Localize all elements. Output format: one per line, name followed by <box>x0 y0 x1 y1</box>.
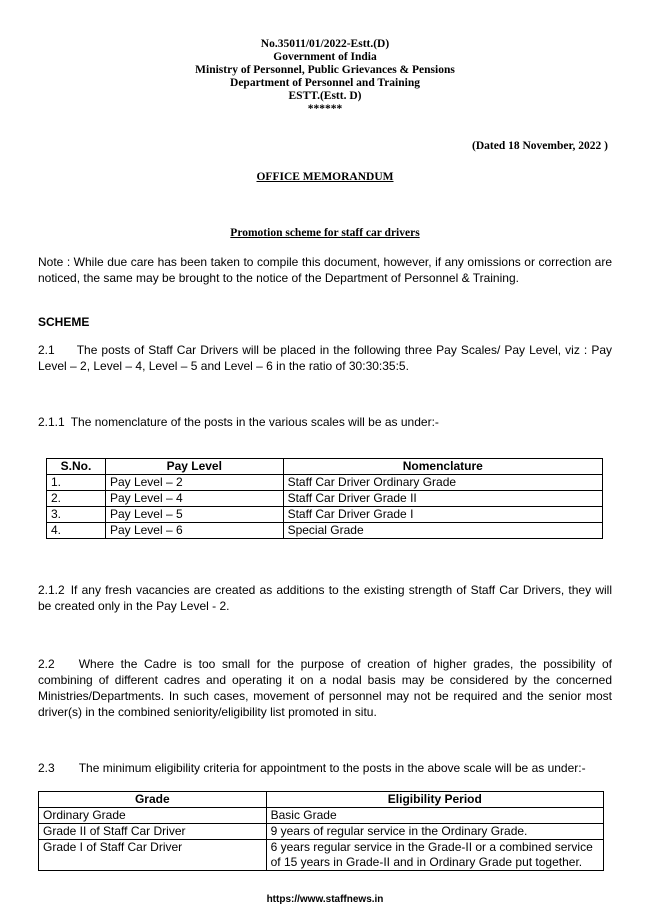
header-cell: Pay Level <box>105 459 283 475</box>
table-cell: 1. <box>47 475 106 491</box>
paragraph-2-3 <box>38 760 612 776</box>
table-cell: Grade II of Staff Car Driver <box>39 824 267 840</box>
table-cell: Pay Level – 5 <box>105 507 283 523</box>
paragraph-number: 2.1.1 <box>38 415 65 429</box>
table-cell: Grade I of Staff Car Driver <box>39 840 267 871</box>
table-cell: 2. <box>47 491 106 507</box>
table-header-row <box>39 792 604 808</box>
table-row <box>47 523 603 539</box>
table-row <box>47 475 603 491</box>
paragraph-2-1-1 <box>38 414 612 430</box>
table-cell: Staff Car Driver Ordinary Grade <box>283 475 602 491</box>
header-cell: Grade <box>39 792 267 808</box>
header-block <box>0 38 650 116</box>
paragraph-text: The nomenclature of the posts in the various scales will be as under:- <box>70 415 439 429</box>
table-row <box>39 808 604 824</box>
table-header-row <box>47 459 603 475</box>
table-cell: 6 years regular service in the Grade-II or a combined service of 15 years in Grade-II and in Ordinary Grade put together. <box>266 840 603 871</box>
stars-line: ****** <box>307 103 343 115</box>
paragraph-2-1 <box>38 342 612 374</box>
government-line: Government of India <box>273 51 377 63</box>
section-line: ESTT.(Estt. D) <box>288 90 362 102</box>
file-number: No.35011/01/2022-Estt.(D) <box>260 38 390 50</box>
table-row <box>47 491 603 507</box>
department-line: Department of Personnel and Training <box>230 77 420 89</box>
table-cell: Basic Grade <box>266 808 603 824</box>
note-paragraph: Note : While due care has been taken to compile this document, however, if any omissions or correction are noticed, the same may be brought to the notice of the Department of Personnel & Training. <box>38 255 612 285</box>
paragraph-2-1-2 <box>38 582 612 614</box>
table-row <box>39 824 604 840</box>
paragraph-2-2 <box>38 656 612 720</box>
table-cell: Pay Level – 2 <box>105 475 283 491</box>
table-cell: Pay Level – 6 <box>105 523 283 539</box>
pay-level-table <box>46 458 603 539</box>
paragraph-number: 2.2 <box>38 657 55 671</box>
table-cell: Special Grade <box>283 523 602 539</box>
paragraph-number: 2.3 <box>38 761 55 775</box>
paragraph-number: 2.1 <box>38 343 55 357</box>
table-row <box>47 507 603 523</box>
paragraph-text: Where the Cadre is too small for the purpose of creation of higher grades, the possibility of combining of different cadres and operating it on a nodal basis may be considered by the concerned Ministries/Departments. In such cases, movement of personnel may not be required and the senior most driver(s) in the combined seniority/eligibility list promoted in situ. <box>38 657 612 719</box>
subject-line: Promotion scheme for staff car drivers <box>230 227 420 239</box>
paragraph-text: The posts of Staff Car Drivers will be placed in the following three Pay Scales/ Pay Level, viz : Pay Level – 2, Level – 4, Level – 5 and Level – 6 in the ratio of 30:30:35:5. <box>38 343 612 373</box>
footer-url: https://www.staffnews.in <box>266 894 384 905</box>
eligibility-table <box>38 791 604 871</box>
ministry-line: Ministry of Personnel, Public Grievances & Pensions <box>195 64 455 76</box>
paragraph-text: If any fresh vacancies are created as additions to the existing strength of Staff Car Drivers, they will be created only in the Pay Level - 2. <box>38 583 612 613</box>
paragraph-text: The minimum eligibility criteria for appointment to the posts in the above scale will be as under:- <box>78 761 586 775</box>
header-cell: Eligibility Period <box>266 792 603 808</box>
table-row <box>39 840 604 871</box>
table-cell: Pay Level – 4 <box>105 491 283 507</box>
table-cell: 9 years of regular service in the Ordinary Grade. <box>266 824 603 840</box>
table-cell: Staff Car Driver Grade I <box>283 507 602 523</box>
table-cell: 3. <box>47 507 106 523</box>
scheme-heading: SCHEME <box>38 315 90 329</box>
header-cell: S.No. <box>47 459 106 475</box>
table-cell: Ordinary Grade <box>39 808 267 824</box>
header-cell: Nomenclature <box>283 459 602 475</box>
paragraph-number: 2.1.2 <box>38 583 65 597</box>
date-line: (Dated 18 November, 2022 ) <box>472 140 608 152</box>
table-cell: 4. <box>47 523 106 539</box>
table-cell: Staff Car Driver Grade II <box>283 491 602 507</box>
memo-title: OFFICE MEMORANDUM <box>256 171 394 183</box>
